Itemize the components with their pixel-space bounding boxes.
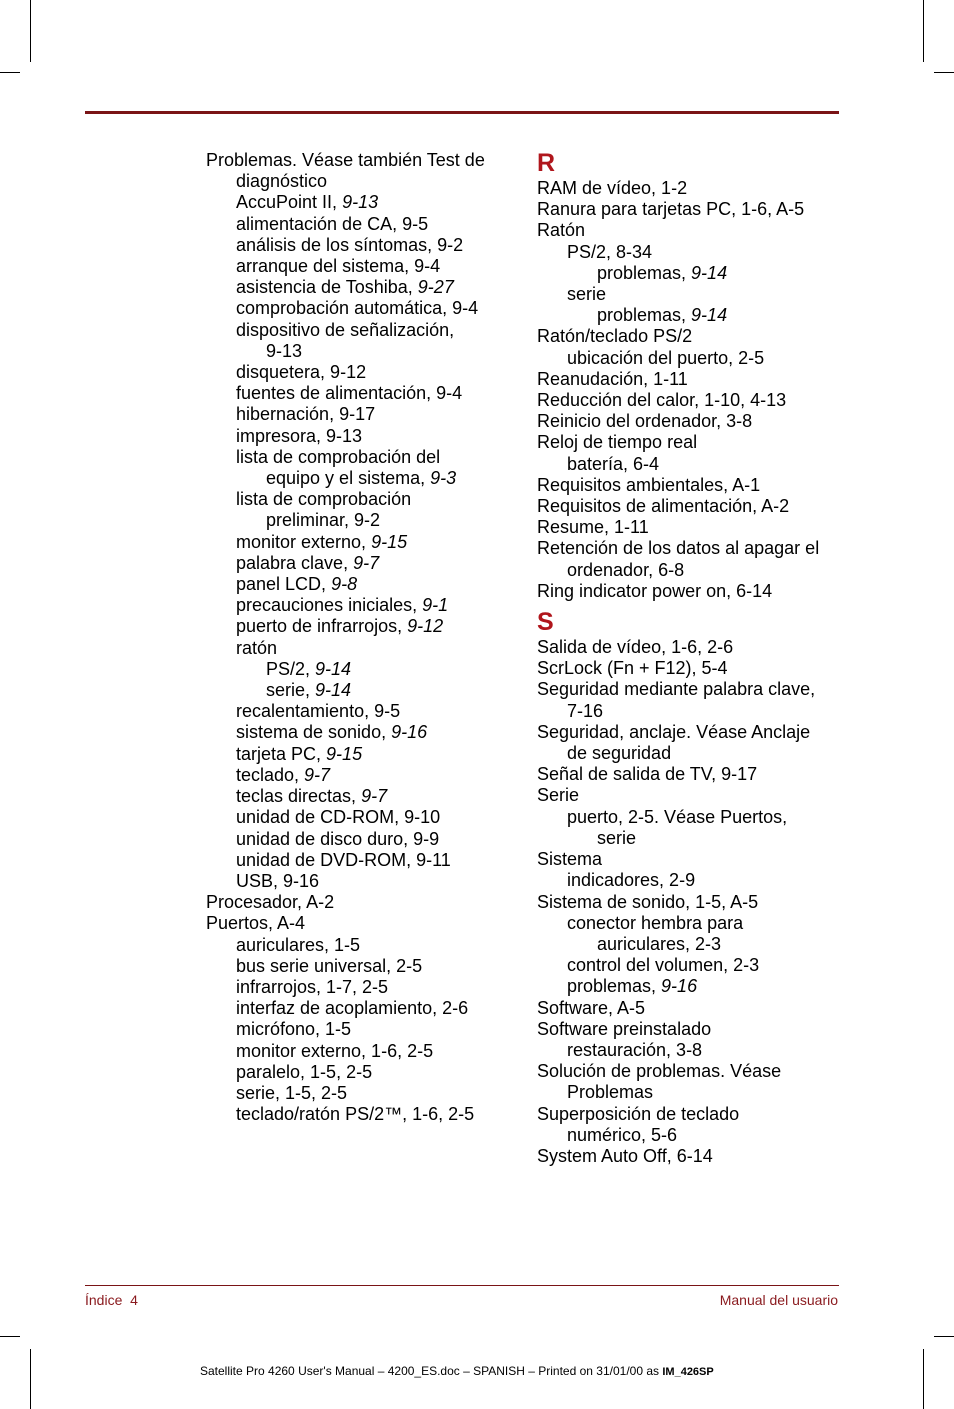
index-entry-text: numérico, 5-6 <box>567 1124 678 1145</box>
index-entry <box>537 849 847 870</box>
index-entry-text: Reanudación, 1-11 <box>537 368 688 389</box>
footer-page-label: Índice 4 <box>85 1292 138 1308</box>
index-entry-text: problemas, <box>597 262 692 283</box>
index-entry-text: Sistema de sonido, 1-5, A-5 <box>537 891 759 912</box>
index-entry-text: Software preinstalado <box>537 1018 712 1039</box>
index-entry-text: dispositivo de señalización, <box>236 319 455 340</box>
index-entry <box>206 1083 516 1104</box>
index-entry <box>537 722 847 743</box>
index-page-ref: 9-3 <box>430 468 457 489</box>
index-page-ref: 9-14 <box>315 680 352 701</box>
index-entry-text: teclado/ratón PS/2™, 1-6, 2-5 <box>236 1104 475 1125</box>
index-entry-text: Reducción del calor, 1-10, 4-13 <box>537 390 787 411</box>
index-entry <box>537 1104 847 1125</box>
index-entry <box>537 390 847 411</box>
index-entry <box>206 744 516 765</box>
index-entry <box>206 977 516 998</box>
index-entry-text: panel LCD, <box>236 574 332 595</box>
index-entry-text: RAM de vídeo, 1-2 <box>537 178 688 198</box>
index-page-ref: 9-7 <box>353 552 380 573</box>
index-entry <box>206 956 516 977</box>
index-entry-text: ubicación del puerto, 2-5 <box>567 347 765 368</box>
index-entry <box>206 998 516 1019</box>
index-entry <box>206 913 516 934</box>
index-entry-text: impresora, 9-13 <box>236 425 363 446</box>
index-page-ref: 9-7 <box>361 786 388 807</box>
index-entry <box>537 305 847 326</box>
index-entry-text: sistema de sonido, <box>236 722 392 743</box>
index-entry <box>206 1062 516 1083</box>
index-entry <box>537 432 847 453</box>
index-entry <box>206 1019 516 1040</box>
index-entry-text: asistencia de Toshiba, <box>236 277 418 298</box>
index-entry-text: Puertos, A-4 <box>206 913 306 934</box>
index-entry <box>206 595 516 616</box>
index-entry <box>537 743 847 764</box>
index-entry <box>206 298 516 319</box>
index-entry <box>206 362 516 383</box>
index-entry <box>537 870 847 891</box>
index-entry-text: 9-13 <box>266 340 303 361</box>
index-entry-text: problemas, <box>597 305 692 326</box>
index-column-right <box>537 150 847 1167</box>
index-entry <box>537 348 847 369</box>
index-entry <box>206 235 516 256</box>
index-entry-text: equipo y el sistema, <box>266 468 431 489</box>
crop-mark <box>934 1336 954 1337</box>
index-entry <box>206 722 516 743</box>
index-entry-text: puerto de infrarrojos, <box>236 616 408 637</box>
index-entry <box>206 510 516 531</box>
index-entry <box>537 807 847 828</box>
index-entry-text: teclado, <box>236 764 305 785</box>
index-entry <box>537 1019 847 1040</box>
index-entry-text: Superposición de teclado <box>537 1103 740 1124</box>
index-entry-text: serie, <box>266 680 316 701</box>
index-entry <box>537 785 847 806</box>
index-entry <box>537 496 847 517</box>
index-entry <box>206 532 516 553</box>
index-entry-text: Requisitos de alimentación, A-2 <box>537 496 790 517</box>
index-entry-text: comprobación automática, 9-4 <box>236 298 479 319</box>
index-entry <box>206 786 516 807</box>
index-entry <box>206 171 516 192</box>
footer-rule <box>85 1285 839 1286</box>
index-entry <box>206 616 516 637</box>
index-entry <box>537 199 847 220</box>
index-entry-text: fuentes de alimentación, 9-4 <box>236 383 463 404</box>
index-entry-text: auriculares, 1-5 <box>236 934 361 955</box>
index-page-ref: 9-14 <box>691 305 728 326</box>
index-entry-text: control del volumen, 2-3 <box>567 955 760 976</box>
index-entry <box>206 553 516 574</box>
index-entry-text: lista de comprobación <box>236 489 412 510</box>
index-entry <box>537 475 847 496</box>
crop-mark <box>30 0 31 62</box>
index-entry-text: infrarrojos, 1-7, 2-5 <box>236 976 389 997</box>
index-entry-text: Resume, 1-11 <box>537 517 649 538</box>
index-entry-text: Señal de salida de TV, 9-17 <box>537 764 758 785</box>
crop-mark <box>0 1336 20 1337</box>
index-entry <box>537 1146 847 1167</box>
index-entry <box>206 383 516 404</box>
index-page-ref: 9-16 <box>391 722 428 743</box>
index-entry <box>206 850 516 871</box>
index-entry <box>206 256 516 277</box>
index-entry-text: Serie <box>537 785 580 806</box>
index-entry <box>537 1040 847 1061</box>
index-entry <box>537 892 847 913</box>
index-entry <box>537 263 847 284</box>
index-page-ref: 9-7 <box>304 764 331 785</box>
index-page-ref: 9-16 <box>661 976 698 997</box>
print-info-code: IM_426SP <box>662 1366 714 1378</box>
index-entry-text: AccuPoint II, <box>236 192 343 213</box>
index-entry-text: serie <box>597 827 637 848</box>
index-entry <box>206 1041 516 1062</box>
index-entry <box>537 913 847 934</box>
index-entry-text: disquetera, 9-12 <box>236 362 367 383</box>
index-entry-text: Seguridad, anclaje. Véase Anclaje <box>537 721 811 742</box>
index-entry-text: Sistema <box>537 849 603 870</box>
index-entry <box>537 1125 847 1146</box>
index-entry-text: Salida de vídeo, 1-6, 2-6 <box>537 637 734 658</box>
index-entry-text: análisis de los síntomas, 9-2 <box>236 234 464 255</box>
index-entry-text: puerto, 2-5. Véase Puertos, <box>567 806 788 827</box>
index-entry-text: System Auto Off, 6-14 <box>537 1145 713 1166</box>
index-letter-heading: S <box>537 608 554 637</box>
index-entry <box>206 320 516 341</box>
index-entry <box>206 807 516 828</box>
index-entry-text: Requisitos ambientales, A-1 <box>537 474 761 495</box>
index-page-ref: 9-27 <box>417 277 454 298</box>
index-entry-text: 7-16 <box>567 700 604 721</box>
index-entry-text: precauciones iniciales, <box>236 595 423 616</box>
index-entry <box>537 658 847 679</box>
index-entry <box>206 765 516 786</box>
crop-mark <box>30 1349 31 1409</box>
index-entry <box>537 1082 847 1103</box>
index-entry-text: ScrLock (Fn + F12), 5-4 <box>537 658 728 679</box>
index-entry <box>537 411 847 432</box>
index-entry <box>206 447 516 468</box>
index-entry-text: monitor externo, <box>236 531 372 552</box>
index-entry-text: serie <box>567 284 607 305</box>
index-entry-text: micrófono, 1-5 <box>236 1019 352 1040</box>
index-page-ref: 9-14 <box>691 262 728 283</box>
index-entry-text: restauración, 3-8 <box>567 1039 703 1060</box>
index-entry-text: ratón <box>236 637 278 658</box>
index-entry-text: USB, 9-16 <box>236 870 320 891</box>
index-entry <box>537 538 847 559</box>
index-column-left <box>206 150 516 1125</box>
index-entry-text: unidad de DVD-ROM, 9-11 <box>236 849 451 870</box>
index-entry <box>206 150 516 171</box>
index-entry-text: Ring indicator power on, 6-14 <box>537 580 773 601</box>
index-entry <box>537 1061 847 1082</box>
index-entry <box>206 638 516 659</box>
index-entry <box>537 369 847 390</box>
print-info-text: Satellite Pro 4260 User's Manual – 4200_ES.doc – SPANISH – Printed on 31/01/00 as <box>200 1364 663 1378</box>
index-entry-text: lista de comprobación del <box>236 446 441 467</box>
footer-manual-title: Manual del usuario <box>719 1292 838 1308</box>
index-entry-text: diagnóstico <box>236 171 328 192</box>
index-page-ref: 9-15 <box>371 531 408 552</box>
index-entry-text: Ratón/teclado PS/2 <box>537 326 693 347</box>
crop-mark <box>923 1349 924 1409</box>
index-entry-text: alimentación de CA, 9-5 <box>236 213 429 234</box>
index-page-ref: 9-8 <box>331 574 358 595</box>
index-entry-text: unidad de CD-ROM, 9-10 <box>236 807 441 828</box>
index-entry-text: conector hembra para <box>567 912 744 933</box>
crop-mark <box>934 72 954 73</box>
index-entry <box>206 892 516 913</box>
index-page-ref: 9-1 <box>422 595 449 616</box>
index-entry <box>206 468 516 489</box>
index-entry <box>206 192 516 213</box>
index-entry <box>206 426 516 447</box>
index-entry <box>537 701 847 722</box>
index-entry-text: Problemas. Véase también Test de <box>206 150 485 170</box>
index-entry-text: paralelo, 1-5, 2-5 <box>236 1061 373 1082</box>
index-entry <box>206 829 516 850</box>
index-entry-text: Ratón <box>537 220 586 241</box>
index-entry-text: palabra clave, <box>236 552 354 573</box>
index-page-ref: 9-14 <box>315 658 352 679</box>
index-entry-text: batería, 6-4 <box>567 453 660 474</box>
index-entry-text: hibernación, 9-17 <box>236 404 376 425</box>
index-entry <box>206 935 516 956</box>
index-entry <box>537 998 847 1019</box>
index-entry <box>206 871 516 892</box>
index-entry-text: teclas directas, <box>236 786 362 807</box>
index-entry <box>537 976 847 997</box>
index-entry <box>537 679 847 700</box>
index-page-ref: 9-12 <box>407 616 444 637</box>
index-entry <box>537 955 847 976</box>
index-entry-text: preliminar, 9-2 <box>266 510 381 531</box>
index-entry-text: serie, 1-5, 2-5 <box>236 1082 348 1103</box>
index-entry <box>537 764 847 785</box>
index-entry <box>537 454 847 475</box>
index-entry <box>537 326 847 347</box>
index-entry-text: Ranura para tarjetas PC, 1-6, A-5 <box>537 199 805 220</box>
index-entry-text: Solución de problemas. Véase <box>537 1061 782 1082</box>
index-letter-heading: R <box>537 149 556 177</box>
index-entry <box>206 1104 516 1125</box>
index-entry <box>206 341 516 362</box>
index-entry <box>206 489 516 510</box>
index-page-ref: 9-13 <box>342 192 379 213</box>
crop-mark <box>923 0 924 62</box>
index-entry-text: problemas, <box>567 976 662 997</box>
index-entry-text: PS/2, 8-34 <box>567 241 653 262</box>
index-entry-text: ordenador, 6-8 <box>567 559 685 580</box>
index-entry <box>537 242 847 263</box>
index-entry-text: Problemas <box>567 1082 654 1103</box>
crop-mark <box>0 72 20 73</box>
index-entry-text: recalentamiento, 9-5 <box>236 701 401 722</box>
print-info-line <box>200 1364 714 1378</box>
index-entry-text: arranque del sistema, 9-4 <box>236 256 441 277</box>
header-rule <box>85 111 839 114</box>
index-entry <box>537 828 847 849</box>
index-entry-text: auriculares, 2-3 <box>597 933 722 954</box>
index-entry <box>537 581 847 602</box>
index-entry-text: Reloj de tiempo real <box>537 432 698 453</box>
index-entry <box>206 277 516 298</box>
index-entry-text: Software, A-5 <box>537 997 646 1018</box>
index-entry-text: Procesador, A-2 <box>206 892 335 913</box>
index-entry-text: bus serie universal, 2-5 <box>236 955 423 976</box>
index-entry-text: unidad de disco duro, 9-9 <box>236 828 440 849</box>
index-page-ref: 9-15 <box>326 743 363 764</box>
index-entry <box>206 214 516 235</box>
index-entry-text: Seguridad mediante palabra clave, <box>537 679 816 700</box>
index-entry <box>537 560 847 581</box>
index-entry <box>206 404 516 425</box>
index-entry-text: indicadores, 2-9 <box>567 870 696 891</box>
index-entry-text: PS/2, <box>266 658 316 679</box>
index-entry <box>206 680 516 701</box>
index-entry-text: Retención de los datos al apagar el <box>537 538 820 559</box>
index-entry-text: interfaz de acoplamiento, 2-6 <box>236 998 469 1019</box>
index-entry <box>537 637 847 658</box>
index-entry-text: de seguridad <box>567 743 672 764</box>
index-entry <box>537 178 847 199</box>
index-entry <box>537 517 847 538</box>
index-entry-text: Reinicio del ordenador, 3-8 <box>537 411 753 432</box>
index-entry <box>537 284 847 305</box>
index-entry <box>537 220 847 241</box>
index-entry <box>206 574 516 595</box>
index-entry-text: monitor externo, 1-6, 2-5 <box>236 1040 434 1061</box>
index-entry <box>537 934 847 955</box>
index-entry <box>206 659 516 680</box>
index-entry <box>206 701 516 722</box>
index-entry-text: tarjeta PC, <box>236 743 327 764</box>
